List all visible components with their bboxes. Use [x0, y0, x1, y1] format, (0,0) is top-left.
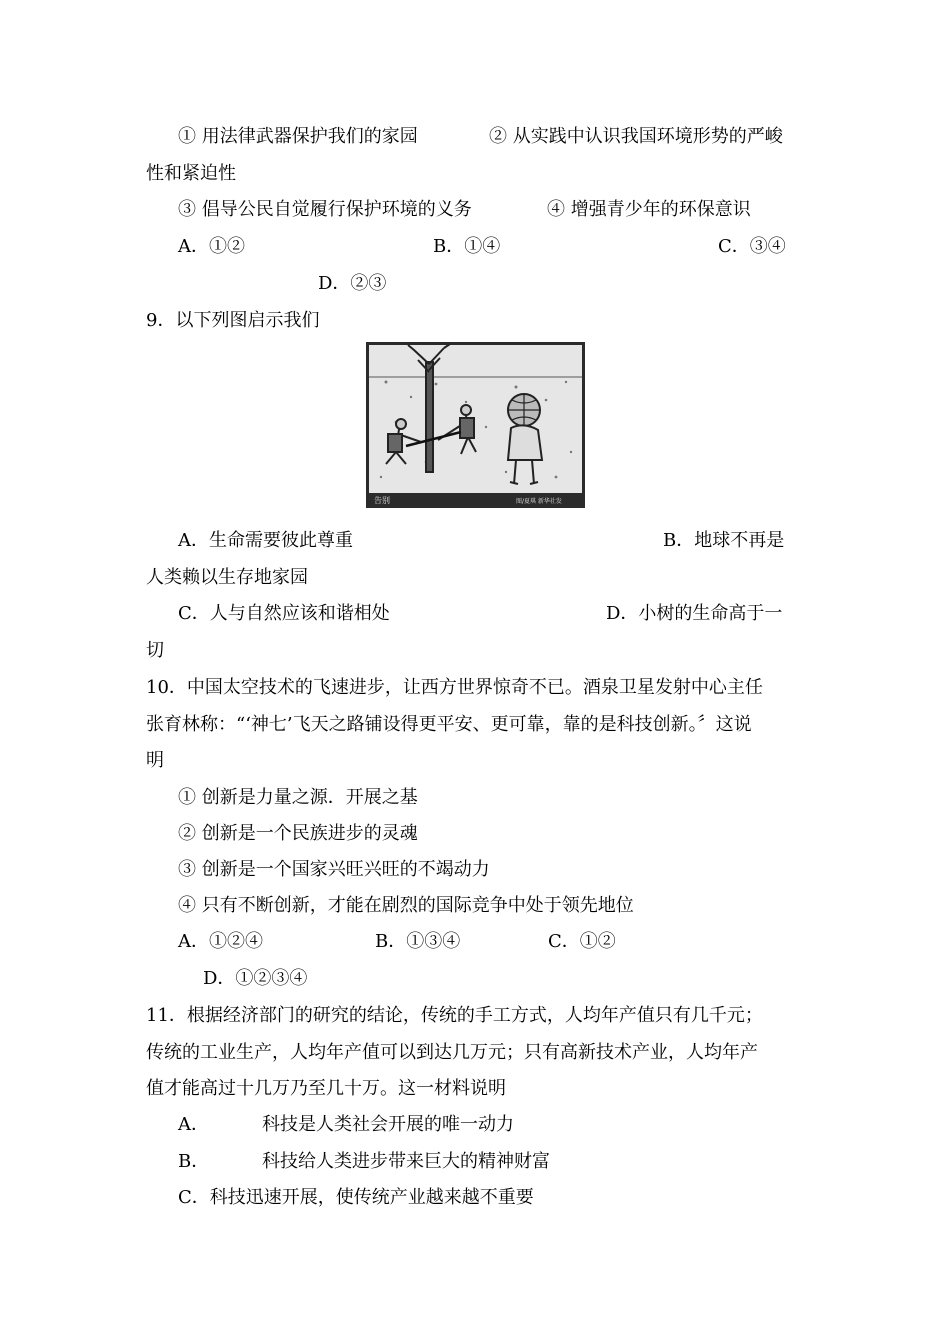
q11-stem-line-2: 传统的工业生产，人均年产值可以到达几万元；只有高新技术产业，人均年产	[146, 1042, 758, 1063]
q10-choice-a: A．①②④	[178, 931, 263, 952]
q10-stem-line-3: 明	[146, 750, 164, 771]
q10-choice-b: B．①③④	[375, 931, 461, 952]
q8-choice-a: A．①②	[178, 236, 245, 257]
cartoon-caption-left: 告别	[374, 496, 390, 505]
q10-choice-c: C．①②	[548, 931, 616, 952]
q8-option-2-cont: 性和紧迫性	[146, 163, 236, 184]
q10-option-1: ① 创新是力量之源．开展之基	[178, 787, 418, 808]
q8-option-1: ① 用法律武器保护我们的家园	[178, 126, 418, 147]
q9-choice-d: D．小树的生命高于一	[606, 603, 783, 624]
q8-option-4: ④ 增强青少年的环保意识	[547, 199, 751, 220]
q11-choice-b-text: 科技给人类进步带来巨大的精神财富	[262, 1151, 550, 1172]
q9-choice-c: C．人与自然应该和谐相处	[178, 603, 390, 624]
q10-option-2: ② 创新是一个民族进步的灵魂	[178, 823, 418, 844]
q11-stem-line-3: 值才能高过十几万乃至几十万。这一材料说明	[146, 1078, 506, 1099]
q8-option-2: ② 从实践中认识我国环境形势的严峻	[489, 126, 783, 147]
q11-stem-line-1: 11．根据经济部门的研究的结论，传统的手工方式，人均年产值只有几千元；	[146, 1005, 763, 1026]
q9-choice-b-cont: 人类赖以生存地家园	[146, 567, 308, 588]
q9-cartoon-image	[366, 342, 585, 508]
q11-choice-a-text: 科技是人类社会开展的唯一动力	[262, 1114, 514, 1135]
q8-choice-d: D．②③	[318, 273, 387, 294]
q9-choice-d-cont: 切	[146, 640, 164, 661]
q11-choice-a-label: A．	[178, 1114, 209, 1135]
q8-choice-c: C．③④	[718, 236, 786, 257]
q10-option-3: ③ 创新是一个国家兴旺兴旺的不竭动力	[178, 859, 490, 880]
q9-choice-a: A．生命需要彼此尊重	[178, 530, 353, 551]
q8-option-3: ③ 倡导公民自觉履行保护环境的义务	[178, 199, 472, 220]
q9-choice-b: B．地球不再是	[663, 530, 785, 551]
q10-option-4: ④ 只有不断创新，才能在剧烈的国际竞争中处于领先地位	[178, 895, 634, 916]
cartoon-caption-right: 图/夏琪 新华社发	[516, 498, 562, 505]
q10-stem-line-1: 10．中国太空技术的飞速进步，让西方世界惊奇不已。酒泉卫星发射中心主任	[146, 677, 763, 698]
q10-stem-line-2: 张育林称：“‘神七’飞天之路铺设得更平安、更可靠，靠的是科技创新。〞这说	[146, 714, 752, 735]
q8-choice-b: B．①④	[433, 236, 501, 257]
q11-choice-c: C．科技迅速开展，使传统产业越来越不重要	[178, 1187, 534, 1208]
q10-choice-d: D．①②③④	[203, 968, 308, 989]
q11-choice-b-label: B．	[178, 1151, 210, 1172]
q9-stem: 9．以下列图启示我们	[146, 310, 320, 331]
